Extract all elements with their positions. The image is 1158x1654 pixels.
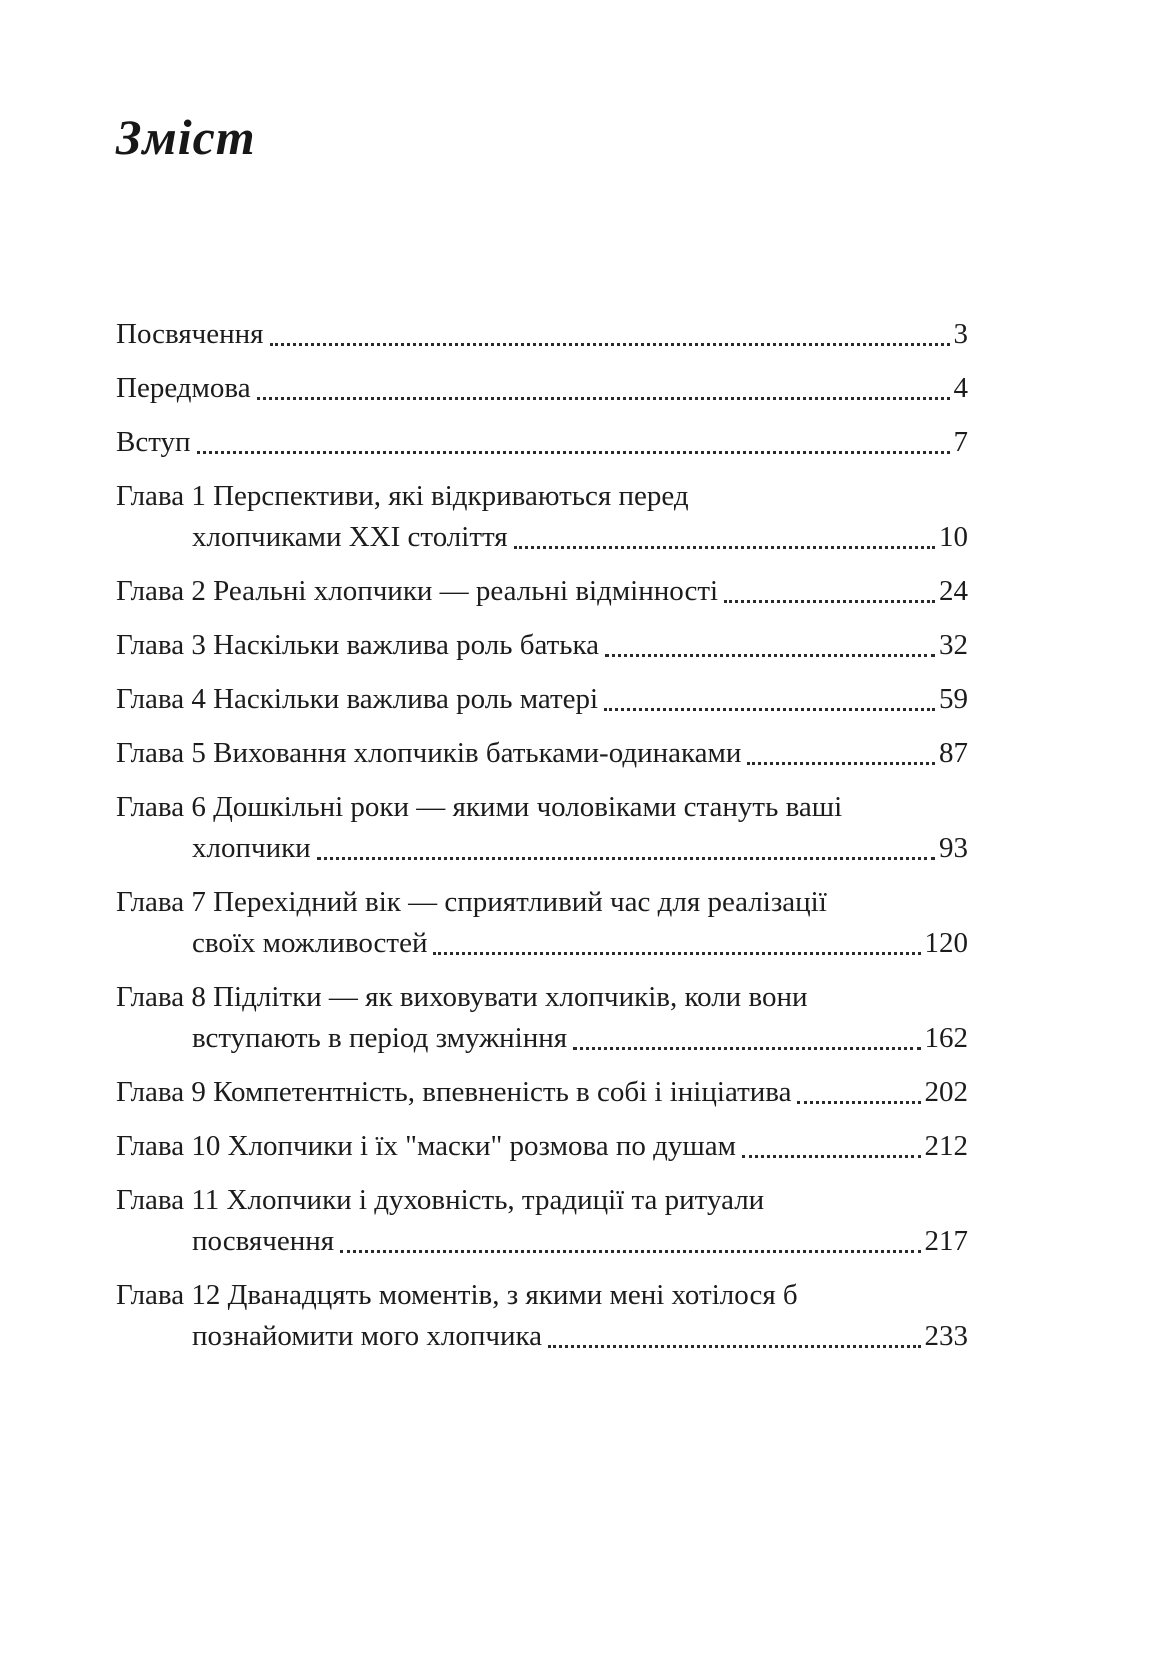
dot-leader bbox=[514, 546, 935, 549]
dot-leader bbox=[605, 654, 935, 657]
toc-entry bbox=[116, 314, 968, 355]
dot-leader bbox=[257, 397, 950, 400]
toc-entry-line bbox=[116, 1018, 968, 1059]
toc-entry bbox=[116, 882, 968, 964]
toc-entry-line bbox=[116, 422, 968, 463]
toc-entry bbox=[116, 476, 968, 558]
dot-leader bbox=[724, 600, 935, 603]
toc-page-number: 4 bbox=[953, 372, 968, 404]
toc-entry-text: Глава 2 Реальні хлопчики — реальні відмінності bbox=[116, 575, 719, 607]
dot-leader bbox=[548, 1345, 920, 1348]
toc-entry-line bbox=[116, 1180, 968, 1221]
toc-page-number: 7 bbox=[953, 426, 968, 458]
toc-entry-line bbox=[116, 1126, 968, 1167]
toc-entry-text: Посвячення bbox=[116, 318, 264, 350]
dot-leader bbox=[604, 708, 935, 711]
toc-entry-text: своїх можливостей bbox=[192, 927, 428, 959]
toc-entry-text: Глава 11 Хлопчики і духовність, традиції та ритуали bbox=[116, 1184, 765, 1216]
toc-entry-text: Глава 9 Компетентність, впевненість в собі і ініціатива bbox=[116, 1076, 792, 1108]
toc-entry bbox=[116, 422, 968, 463]
toc-entry-line bbox=[116, 679, 968, 720]
dot-leader bbox=[197, 451, 950, 454]
dot-leader bbox=[317, 857, 935, 860]
toc-entry-text: вступають в період змужніння bbox=[192, 1022, 568, 1054]
toc-entry bbox=[116, 787, 968, 869]
toc-entry-text: Передмова bbox=[116, 372, 251, 404]
dot-leader bbox=[433, 952, 920, 955]
toc-entry-line bbox=[116, 977, 968, 1018]
toc-entry-line bbox=[116, 314, 968, 355]
toc-page-number: 202 bbox=[924, 1076, 968, 1108]
toc-page-number: 24 bbox=[939, 575, 968, 607]
toc-entry-line bbox=[116, 368, 968, 409]
toc-entry bbox=[116, 1126, 968, 1167]
toc-entry-line bbox=[116, 625, 968, 666]
toc-entry-text: Глава 6 Дошкільні роки — якими чоловіками стануть ваші bbox=[116, 791, 843, 823]
toc-page-number: 93 bbox=[939, 832, 968, 864]
toc-entry-line bbox=[116, 923, 968, 964]
toc-entry bbox=[116, 571, 968, 612]
toc-entry bbox=[116, 625, 968, 666]
toc-entry-line bbox=[116, 476, 968, 517]
toc-entry-line bbox=[116, 828, 968, 869]
toc-entry bbox=[116, 1275, 968, 1357]
toc-list bbox=[116, 314, 968, 1357]
page-title: Зміст bbox=[116, 109, 256, 165]
toc-entry-text: хлопчиками XXI століття bbox=[192, 521, 508, 553]
toc-entry-text: Глава 3 Наскільки важлива роль батька bbox=[116, 629, 600, 661]
toc-page-number: 162 bbox=[924, 1022, 968, 1054]
toc-page-number: 87 bbox=[939, 737, 968, 769]
toc-page-number: 212 bbox=[924, 1130, 968, 1162]
toc-page-number: 32 bbox=[939, 629, 968, 661]
dot-leader bbox=[797, 1101, 920, 1104]
toc-entry-line bbox=[116, 787, 968, 828]
toc-entry bbox=[116, 733, 968, 774]
toc-entry-line bbox=[116, 1316, 968, 1357]
toc-entry-text: хлопчики bbox=[192, 832, 311, 864]
toc-entry-text: Вступ bbox=[116, 426, 191, 458]
toc-entry-line bbox=[116, 882, 968, 923]
toc-entry-text: посвячення bbox=[192, 1225, 335, 1257]
toc-entry-line bbox=[116, 517, 968, 558]
toc-entry bbox=[116, 977, 968, 1059]
toc-entry-line bbox=[116, 733, 968, 774]
toc-entry-text: познайомити мого хлопчика bbox=[192, 1320, 543, 1352]
toc-entry-text: Глава 4 Наскільки важлива роль матері bbox=[116, 683, 599, 715]
toc-entry-text: Глава 7 Перехідний вік — сприятливий час для реалізації bbox=[116, 886, 827, 918]
dot-leader bbox=[573, 1047, 920, 1050]
toc-entry-line bbox=[116, 1072, 968, 1113]
dot-leader bbox=[270, 343, 950, 346]
toc-entry bbox=[116, 679, 968, 720]
dot-leader bbox=[340, 1250, 920, 1253]
toc-entry bbox=[116, 1072, 968, 1113]
toc-page-number: 120 bbox=[924, 927, 968, 959]
toc-entry-line bbox=[116, 571, 968, 612]
toc-entry-line bbox=[116, 1275, 968, 1316]
toc-entry-text: Глава 12 Дванадцять моментів, з якими мені хотілося б bbox=[116, 1279, 798, 1311]
toc-page-number: 217 bbox=[924, 1225, 968, 1257]
toc-page-number: 233 bbox=[924, 1320, 968, 1352]
dot-leader bbox=[742, 1155, 921, 1158]
toc-entry-text: Глава 5 Виховання хлопчиків батьками-одинаками bbox=[116, 737, 742, 769]
toc-page-number: 10 bbox=[939, 521, 968, 553]
toc-entry bbox=[116, 1180, 968, 1262]
toc-entry bbox=[116, 368, 968, 409]
toc-entry-text: Глава 10 Хлопчики і їх "маски" розмова по душам bbox=[116, 1130, 736, 1162]
toc-entry-line bbox=[116, 1221, 968, 1262]
toc-entry-text: Глава 8 Підлітки — як виховувати хлопчиків, коли вони bbox=[116, 981, 808, 1013]
toc-entry-text: Глава 1 Перспективи, які відкриваються перед bbox=[116, 480, 689, 512]
toc-page-number: 3 bbox=[953, 318, 968, 350]
dot-leader bbox=[747, 762, 935, 765]
toc-page-number: 59 bbox=[939, 683, 968, 715]
